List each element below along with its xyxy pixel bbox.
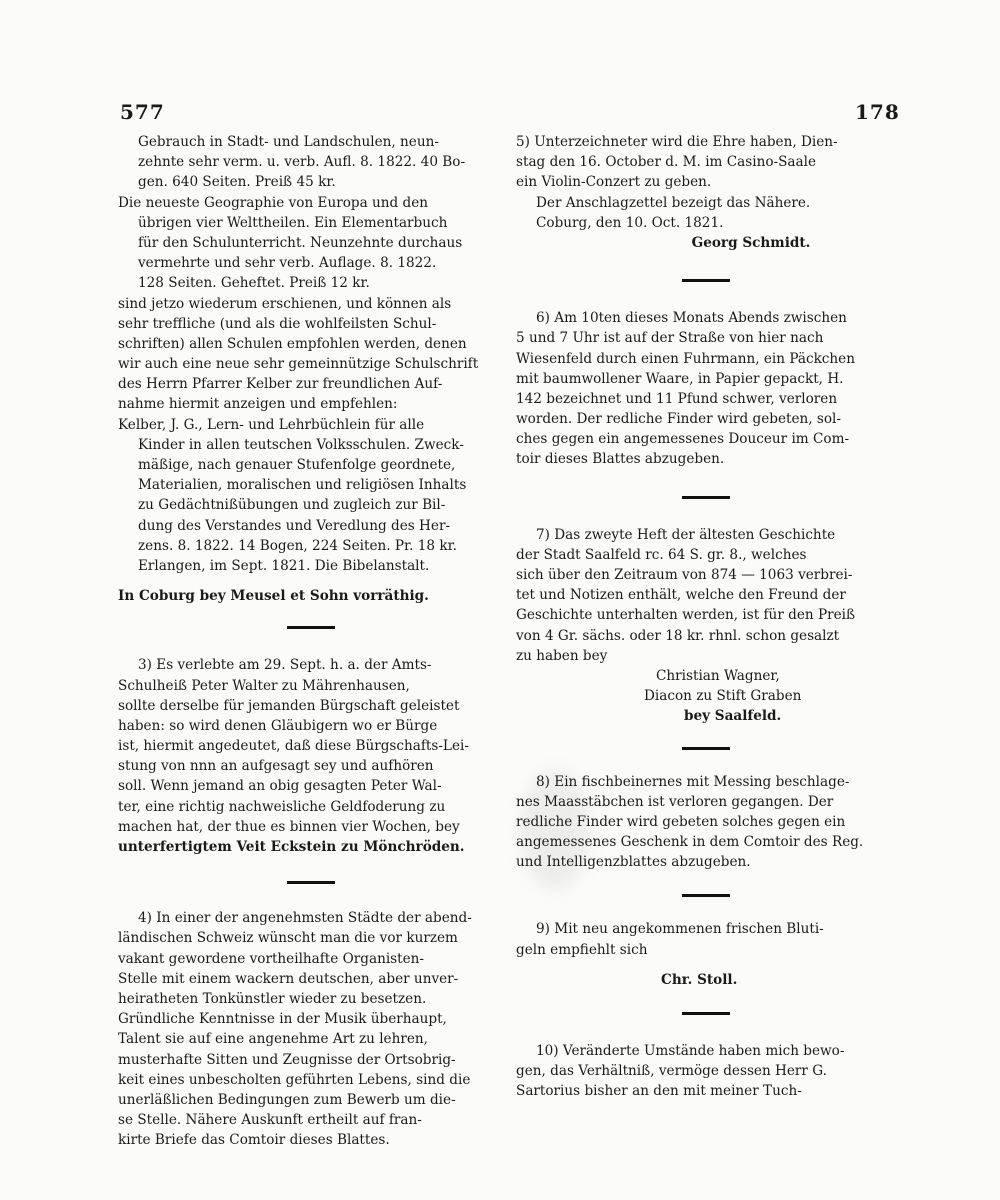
text-line: redliche Finder wird gebeten solches gegen ein [516, 813, 846, 830]
text-line: Der Anschlagzettel bezeigt das Nähere. [536, 194, 811, 211]
text-line: zehnte sehr verm. u. verb. Aufl. 8. 1822. 40 Bo- [138, 154, 466, 171]
text-line: Schulheiß Peter Walter zu Mährenhausen, [118, 677, 410, 694]
text-line: wir auch eine neue sehr gemeinnützige Schulschrift [118, 356, 479, 373]
text-line: vakant gewordene vortheilhafte Organisten- [118, 950, 425, 967]
text-line: sehr treffliche (und als die wohlfeilsten Schul- [118, 315, 437, 332]
text-line: Erlangen, im Sept. 1821. Die Bibelanstalt. [138, 557, 430, 574]
section-divider [682, 496, 730, 499]
text-line: heiratheten Tonkünstler wieder zu besetzen. [118, 990, 427, 1007]
text-line: Die neueste Geographie von Europa und den [118, 194, 429, 211]
section-divider [682, 747, 730, 750]
text-line: sich über den Zeitraum von 874 — 1063 verbrei- [516, 567, 853, 583]
text-line: Geschichte unterhalten werden, ist für den Preiß [516, 607, 856, 624]
text-line: 10) Veränderte Umstände haben mich bewo- [536, 1043, 845, 1059]
notice-6 [516, 308, 896, 470]
text-line: 6) Am 10ten dieses Monats Abends zwischen [536, 310, 847, 327]
text-line: mäßige, nach genauer Stufenfolge geordnete, [138, 457, 456, 473]
text-line: Kinder in allen teutschen Volksschulen. Zweck- [138, 436, 464, 453]
notice-3 [118, 655, 503, 857]
text-line: gen. 640 Seiten. Preiß 45 kr. [138, 174, 336, 191]
text-line: 9) Mit neu angekommenen frischen Bluti- [536, 921, 824, 938]
text-line: gen, das Verhältniß, vermöge dessen Herr G. [516, 1063, 827, 1080]
section-divider [287, 881, 335, 884]
text-line: machen hat, der thue es binnen vier Wochen, bey [118, 818, 460, 835]
section-divider [287, 626, 335, 629]
text-line: für den Schulunterricht. Neunzehnte durchaus [138, 234, 463, 251]
text-line: angemessenes Geschenk in dem Comtoir des Reg. [516, 834, 864, 851]
text-line: der Stadt Saalfeld rc. 64 S. gr. 8., welches [516, 546, 807, 563]
stock-note: In Coburg bey Meusel et Sohn vorräthig. [118, 588, 429, 605]
page-number-right: 178 [855, 100, 900, 124]
text-line: ländischen Schweiz wünscht man die vor kurzem [118, 930, 458, 947]
section-divider [682, 1012, 730, 1015]
notice-7 [516, 525, 896, 727]
text-line: worden. Der redliche Finder wird gebeten, sol- [516, 411, 842, 428]
text-line: se Stelle. Nähere Auskunft ertheilt auf fran- [118, 1112, 422, 1129]
text-line: sollte derselbe für jemanden Bürgschaft geleistet [118, 697, 460, 714]
signature: Chr. Stoll. [661, 971, 738, 988]
text-line: dung des Verstandes und Veredlung des Her- [138, 517, 451, 534]
text-line: Coburg, den 10. Oct. 1821. [536, 214, 724, 231]
text-line: 5) Unterzeichneter wird die Ehre haben, Dien- [516, 134, 838, 150]
notice-9 [516, 919, 896, 990]
text-line: übrigen vier Welttheilen. Ein Elementarbuch [138, 214, 448, 231]
text-line: vermehrte und sehr verb. Auflage. 8. 1822. [138, 255, 437, 272]
section-divider [682, 279, 730, 282]
text-line: zens. 8. 1822. 14 Bogen, 224 Seiten. Pr. 18 kr. [138, 537, 457, 554]
book-announcement [118, 132, 503, 576]
text-line: Talent sie auf eine angenehme Art zu lehren, [118, 1031, 428, 1048]
text-line: Sartorius bisher an den mit meiner Tuch- [516, 1083, 802, 1100]
text-line: Gebrauch in Stadt- und Landschulen, neun- [138, 134, 439, 150]
text-line: 4) In einer der angenehmsten Städte der abend- [138, 910, 472, 927]
text-line: ist, hiermit angedeutet, daß diese Bürgschafts-Lei- [118, 738, 469, 755]
text-line: des Herrn Pfarrer Kelber zur freundlichen Auf- [118, 376, 443, 393]
text-line: unterfertigtem Veit Eckstein zu Mönchröden. [118, 839, 465, 855]
text-line: nahme hiermit anzeigen und empfehlen: [118, 396, 398, 413]
text-line: von 4 Gr. sächs. oder 18 kr. rhnl. schon gesalzt [516, 627, 840, 644]
right-column [516, 132, 896, 1102]
text-line: soll. Wenn jemand an obig gesagten Peter Wal- [118, 778, 442, 795]
signature-line: Diacon zu Stift Graben [644, 688, 802, 705]
notice-8 [516, 772, 896, 873]
text-line: stung von nnn an aufgesagt sey und aufhören [118, 758, 434, 775]
text-line: sind jetzo wiederum erschienen, und können als [118, 295, 452, 312]
text-line: stag den 16. October d. M. im Casino-Saale [516, 154, 817, 171]
page-number-left: 577 [120, 100, 165, 124]
text-line: 142 bezeichnet und 11 Pfund schwer, verloren [516, 390, 838, 407]
text-line: unerläßlichen Bedingungen zum Bewerb um die- [118, 1091, 456, 1108]
section-divider [682, 894, 730, 897]
notice-4 [118, 908, 503, 1150]
text-line: schriften) allen Schulen empfohlen werden, denen [118, 335, 467, 352]
text-line: ein Violin-Conzert zu geben. [516, 174, 712, 191]
text-line: tet und Notizen enthält, welche den Freund der [516, 587, 846, 604]
text-line: musterhafte Sitten und Zeugnisse der Ortsobrig- [118, 1051, 456, 1068]
text-line: 128 Seiten. Geheftet. Preiß 12 kr. [138, 275, 370, 292]
text-line: und Intelligenzblattes abzugeben. [516, 854, 751, 871]
text-line: 7) Das zweyte Heft der ältesten Geschichte [536, 526, 836, 543]
left-column [118, 132, 503, 1150]
text-line: zu Gedächtnißübungen und zugleich zur Bil- [138, 497, 446, 514]
text-line: Gründliche Kenntnisse in der Musik überhaupt, [118, 1011, 447, 1028]
text-line: Wiesenfeld durch einen Fuhrmann, ein Päckchen [516, 350, 855, 367]
text-line: ter, eine richtig nachweisliche Geldfoderung zu [118, 798, 446, 815]
text-line: haben: so wird denen Gläubigern wo er Bürge [118, 717, 438, 734]
signature-line: bey Saalfeld. [684, 708, 782, 725]
text-line: zu haben bey [516, 647, 608, 664]
text-line: 5 und 7 Uhr ist auf der Straße von hier nach [516, 330, 824, 347]
text-line: ches gegen ein angemessenes Douceur im Com- [516, 431, 850, 448]
text-line: keit eines unbescholten geführten Lebens, sind die [118, 1071, 471, 1088]
signature: Georg Schmidt. [691, 234, 811, 251]
text-line: 8) Ein fischbeinernes mit Messing beschlage- [536, 773, 850, 790]
text-line: 3) Es verlebte am 29. Sept. h. a. der Amts- [138, 657, 432, 674]
text-line: Stelle mit einem wackern deutschen, aber unver- [118, 970, 459, 987]
text-line: Kelber, J. G., Lern- und Lehrbüchlein für alle [118, 416, 425, 433]
text-line: geln empfiehlt sich [516, 941, 648, 958]
text-line: kirte Briefe das Comtoir dieses Blattes. [118, 1132, 390, 1149]
text-line: mit baumwollener Waare, in Papier gepackt, H. [516, 370, 844, 387]
notice-10 [516, 1041, 896, 1102]
notice-5 [516, 132, 896, 253]
text-line: nes Maasstäbchen ist verloren gegangen. Der [516, 793, 834, 810]
signature-line: Christian Wagner, [656, 667, 780, 684]
text-line: Materialien, moralischen und religiösen Inhalts [138, 477, 467, 494]
text-line: toir dieses Blattes abzugeben. [516, 451, 725, 468]
